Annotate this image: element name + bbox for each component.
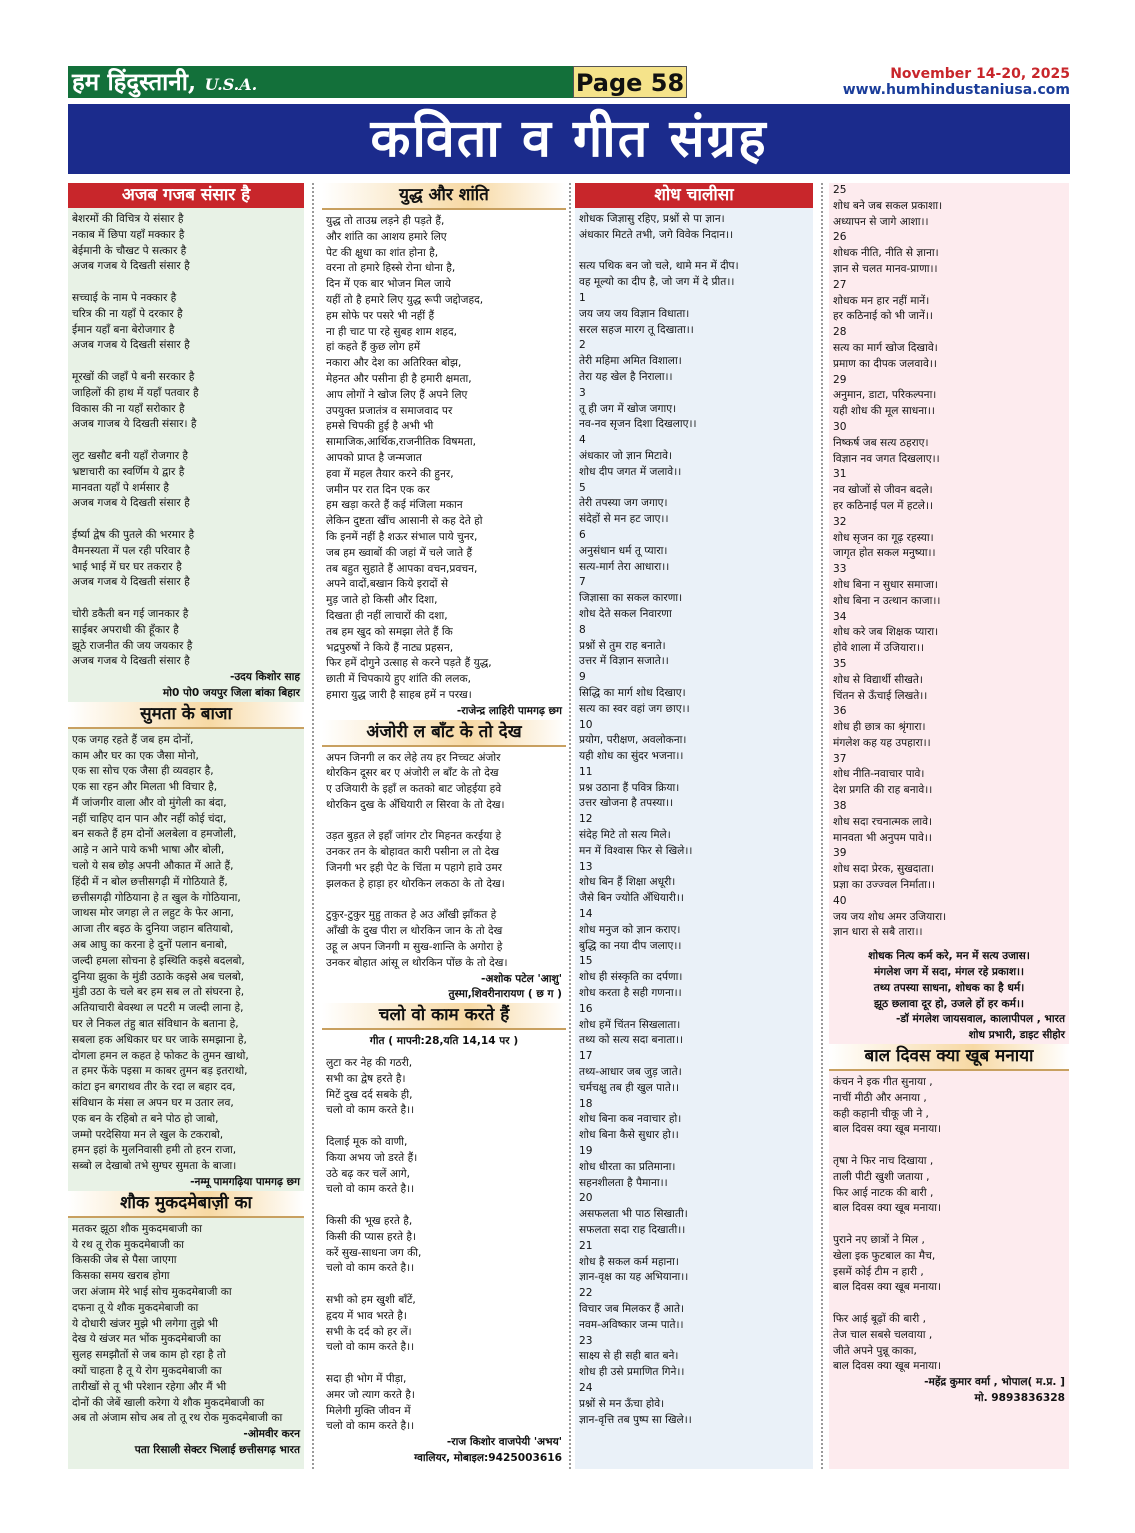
column-4: [829, 183, 1069, 1469]
poem-title: चलो वो काम करते हैं: [322, 1003, 566, 1030]
doha-text: शोधक नित्य कर्म करे, मन में सत्य उजास। मंगलेश जग में सदा, मंगल रहे प्रकाश।। तथ्य तपस्या साधना, शोधक का है धर्म। झूठ छलावा दूर हो, उजले हों हर कर्म।।: [868, 950, 1030, 1010]
column-divider: [569, 183, 572, 1469]
section-banner: कविता व गीत संग्रह: [68, 104, 1070, 174]
poem-author: -डॉ मंगलेश जायसवाल, कालापीपल , भारत शोध प्रभारी, डाइट सीहोर: [895, 1013, 1065, 1042]
poem-title: अजब गजब संसार है: [68, 183, 304, 208]
poem-author: -नम्मू पामगढ़िया पामगढ़ छग: [190, 1176, 300, 1189]
poem-title: युद्ध और शांति: [322, 183, 566, 210]
website-link[interactable]: www.humhindustaniusa.com: [842, 82, 1070, 98]
masthead: [68, 66, 577, 98]
poem-title: शोध चालीसा: [575, 183, 813, 208]
poem-author: -महेंद्र कुमार वर्मा , भोपाल( म.प्र. ] मो. 9893836328: [924, 1376, 1065, 1404]
page-number: Page 58: [573, 66, 687, 98]
poem-title: बाल दिवस क्या खूब मनाया: [829, 1044, 1069, 1071]
poem-author: -ओमवीर करन पता रिसाली सेक्टर भिलाई छत्तीसगढ़ भारत: [134, 1428, 300, 1456]
column-3: [575, 183, 813, 1469]
column-divider: [821, 183, 824, 1469]
paper-name: हम हिंदुस्तानी,: [72, 67, 197, 96]
chalisa-text: 25 शोध बने जब सकल प्रकाशा। अध्यापन से जागे आशा।। 26 शोधक नीति, नीति से ज्ञाना। ज्ञान से चलत मानव-प्राणा।। 27 शोधक मन हार नहीं मानें। हर कठिनाई को भी जानें।। 28 सत्य का मार्ग खोज दिखावे। प्रमाण का दीपक जलवावे।। 29 अनुमान, डाटा, परिकल्पना। यही शोध की मूल साधना।। 30 निष्कर्ष जब सत्य ठहराए। विज्ञान नव जगत दिखलाए।। 31 नव खोजों से जीवन बदले। हर कठिनाई पल में हटले।। 32 शोध सृजन का गूढ़ रहस्या। जागृत होत सकल मनुष्या।। 33 शोध बिना न सुधार समाजा। शोध बिना न उत्थान काजा।। 34 शोध करे जब शिक्षक प्यारा। होवे शाला में उजियारा।। 35 शोध से विद्यार्थी सीखते। चिंतन से ऊँचाई लिखते।। 36 शोध ही छात्र का श्रृंगारा। मंगलेश कह यह उपहारा।। 37 शोध नीति-नवाचार पावे। देश प्रगति की राह बनावे।। 38 शोध सदा रचनात्मक लावे। मानवता भी अनुपम पावे।। 39 शोध सदा प्रेरक, सुखदाता। प्रज्ञा का उज्ज्वल निर्माता।। 40 जय जय शोध अमर उजियारा। ज्ञान धारा से सबै तारा।।: [833, 184, 947, 939]
poem-text: लुटा कर नेह की गठरी, सभी का द्वेष हरते है। मिटें दुख दर्द सबके ही, चलो वो काम करते है।। दिलाई मूक को वाणी, किया अभय जो डरते हैं। उठे बढ़ कर चलें आगे, चलो वो काम करते है।। किसी की भूख हरते है, किसी की प्यास हरते है। करें सुख-साधना जग की, चलो वो काम करते है।। सभी को हम खुशी बाँटें, हृदय में भाव भरते है। सभी के दर्द को हर लें। चलो वो काम करते है।। सदा ही भोग में पीड़ा, अमर जो त्याग करते है। मिलेगी मुक्ति जीवन में चलो वो काम करते है।।: [326, 1057, 422, 1433]
poem-text: युद्ध तो ताउम्र लड़ने ही पड़ते हैं, और शांति का आशय हमारे लिए पेट की क्षुधा का शांत होना है, वरना तो हमारे हिस्से रोना धोना है, दिन में एक बार भोजन मिल जाये यहीं तो है हमारे लिए युद्ध रूपी जद्दोजहद, हम सोफे पर पसरे भी नहीं हैं ना ही चाट पा रहे सुबह शाम शहद, हां कहते हैं कुछ लोग हमें नकारा और देश का अतिरिक्त बोझ, मेहनत और पसीना ही है हमारी क्षमता, आप लोगों ने खोज लिए हैं अपने लिए उपयुक्त प्रजातंत्र व समाजवाद पर हमसे चिपकी हुई है अभी भी सामाजिक,आर्थिक,राजनीतिक विषमता, आपको प्राप्त है जन्मजात हवा में महल तैयार करने की हुनर, जमीन पर रात दिन एक कर हम खड़ा करते हैं कई मंजिला मकान लेकिन दुष्टता खींच आसानी से कह देते हो कि इनमें नहीं है शऊर संभाल पाये चुनर, जब हम ख्वाबों की जहां में चले जाते हैं तब बहुत सुहाते हैं आपका वचन,प्रवचन, अपने वादों,बखान किये इरादों से मुड़ जाते हो किसी और दिशा, दिखता ही नहीं लाचारों की दशा, तब हम खुद को समझा लेते हैं कि भद्रपुरुषों ने किये हैं नाट्य प्रहसन, फिर हमें दोगुने उत्साह से करने पड़ते हैं युद्ध, छाती में चिपकाये हुए शांति की ललक, हमारा युद्ध जारी है साहब हमें न परख।: [326, 215, 492, 701]
poem-author: -अशोक पटेल 'आशु' तुस्मा,शिवरीनारायण ( छ ग ): [448, 972, 562, 1001]
column-divider: [312, 183, 315, 1469]
poem-subtitle: गीत ( मापनी:28,यति 14,14 पर ): [369, 1035, 519, 1048]
poem-author: -राज किशोर वाजपेयी 'अभय' ग्वालियर, मोबाइल:9425003616: [414, 1436, 562, 1464]
poem-text: कंचन ने इक गीत सुनाया , नाचीं मीठी और अनाया , कही कहानी चीकू जी ने , बाल दिवस क्या खूब मनाया। तृषा ने फिर नाच दिखाया , ताली पीटी खुशी जताया , फिर आई नाटक की बारी , बाल दिवस क्या खूब मनाया। पुराने नए छात्रों ने मिल , खेला इक फुटबाल का मैच, इसमें कोई टीम न हारी , बाल दिवस क्या खूब मनाया। फिर आई बूढ़ों की बारी , तेज चाल सबसे चलवाया , जीते अपने पुन्नू काका, बाल दिवस क्या खूब मनाया।: [833, 1076, 941, 1373]
poem-title: शौक मुकदमेबाज़ी का: [68, 1191, 304, 1218]
poem-text: बेशरमों की विचित्र ये संसार है नकाब में छिपा यहाँ मक्कार है बेईमानी के चौखट पे सत्कार है अजब गजब ये दिखती संसार है सच्चाई के नाम पे नक्कार है चरित्र की ना यहाँ पे दरकार है ईमान यहाँ बना बेरोजगार है अजब गजब ये दिखती संसार है मूरखों की जहाँ पे बनी सरकार है जाहिलों की हाथ में यहाँ पतवार है विकास की ना यहाँ सरोकार है अजब गाजब ये दिखती संसार। है लुट खसौट बनी यहाँ रोजगार है भ्रष्टाचारी का स्वर्णिम ये द्वार है मानवता यहाँ पे शर्मसार है अजब गजब ये दिखती संसार है ईर्ष्या द्वेष की पुतले की भरमार है वैमनस्यता में पल रही परिवार है भाई भाई में घर घर तकरार है अजब गजब ये दिखती संसार है चोरी डकैती बन गई जानकार है साईबर अपराधी की हूँकार है झूठे राजनीत की जय जयकार है अजब गजब ये दिखती संसार है: [72, 213, 199, 668]
date-block: [843, 66, 1070, 98]
paper-suffix: U.S.A.: [204, 75, 258, 94]
poem-text: मतकर झूठा शौक मुकदमबाजी का ये रथ तू रोक मुकदमेबाजी का किसकी जेब से पैसा जाएगा किसका समय खराब होगा जरा अंजाम मेरे भाई सोच मुकदमेबाजी का दफना तू ये शौक मुकदमेबाजी का ये दोधारी खंजर मुझे भी लगेगा तुझे भी देख ये खंजर मत भोंक मुकदमेबाजी का सुलह समझौतों से जब काम हो रहा है तो क्यों चाहता है तू ये रोग मुकदमेबाजी का तारीखों से तू भी परेशान रहेगा और मैं भी दोनों की जेबें खाली करेगा ये शौक मुकदमेबाजी का अब तो अंजाम सोच अब तो तू रथ रोक मुकदमेबाजी का: [72, 1222, 283, 1425]
poem-title: सुमता के बाजा: [68, 702, 304, 729]
page-header: [68, 66, 1070, 98]
issue-date: November 14-20, 2025: [890, 66, 1070, 82]
poem-text: अपन जिनगी ल कर लेहे तय हर निच्चट अंजोर थोरकिन दूसर बर ए अंजोरी ल बाँट के तो देख ए उजियारी के इहाँ ल कतको बाट जोहईया हवे थोरकिन दुख के अँधियारी ल सिरवा के तो देख। उड़त बुड़त ले इहाँ जांगर टोर मिहनत करईया हे उनकर तन के बोहावत कारी पसीना ल तो देख जिनगी भर इही पेट के चिंता म पहागे हावे उमर झलकत हे हाड़ा हर थोरकिन लकठा के तो देख। टुकुर-टुकुर मुहु ताकत हे अउ आँखी झाँकत हे आँखी के दुख पीरा ल थोरकिन जान के तो देख उहू ल अपन जिनगी म सुख-शान्ति के अगोरा हे उनकर बोहात आंसू ल थोरकिन पोंछ के तो देख।: [326, 751, 508, 969]
column-1: [68, 183, 304, 1469]
poem-text: एक जगह रहते हैं जब हम दोनों, काम और घर का एक जैसा मोनो, एक सा सोच एक जैसा ही व्यवहार है, एक सा रहन और मिलता भी विचार है, मैं जांजगीर वाला और वो मुंगेली का बंदा, नहीं चाहिए दान पान और नहीं कोई चंदा, बन सकते हैं हम दोनों अलबेला व हमजोली, आड़े न आने पाये कभी भाषा और बोली, चलो ये सब छोड़ अपनी औकात में आते हैं, हिंदी में न बोल छत्तीसगढ़ी में गोठियाते हैं, छत्तीसगढ़ी गोठियाना हे त खुल के गोठियाना, जाथस मोर जगहा ले त लहुट के फेर आना, आजा तीर बइठ के दुनिया जहान बतियाबो, अब आघु का करना हे दुनों पलान बनाबो, जल्दी हमला सोचना हे इस्थिति कइसे बदलबो, दुनिया झुका के मुंडी उठाके कइसे अब चलबो, मुंडी उठा के चले बर हम सब ल तो संघरना हे, अतियाचारी बेवस्था ल पटरी म जल्दी लाना हे, घर ले निकल तंहु बात संविधान के बताना हे, सबला हक अधिकार घर घर जाके समझाना हे, दोगला हमन ल कहत हे फोकट के तुमन खाथो, त हमर फेंके पइसा म काबर तुमन बड़ इतराथो, कांटा इन बगराथव तीर के रदा ल बहार दव, संविधान के मंसा ल अपन घर म उतार लव, एक बन के रहिबो त बने पोठ हो जाबो, जम्मो परदेसिया मन ले खुल के टकराबो, हमन इहां के मुलनिवासी हमी तो हरन राजा, सब्बो ल देखाबो तभे सुग्घर सुमता के बाजा।: [72, 733, 249, 1173]
chalisa-text: शोधक जिज्ञासु रहिए, प्रश्नों से पा ज्ञान। अंधकार मिटते तभी, जगे विवेक निदान।। सत्य पथिक बन जो चले, थामे मन में दीप। वह मूल्यो का दीप है, जो जग में दे प्रीत।। 1 जय जय जय विज्ञान विधाता। सरल सहज मारग तू दिखाता।। 2 तेरी महिमा अमित विशाला। तेरा यह खेल है निराला।। 3 तू ही जग में खोज जगाए। नव-नव सृजन दिशा दिखलाए।। 4 अंधकार जो ज्ञान मिटावे। शोध दीप जगत में जलावे।। 5 तेरी तपस्या जग जगाए। संदेहों से मन हट जाए।। 6 अनुसंधान धर्म तू प्यारा। सत्य-मार्ग तेरा आधारा।। 7 जिज्ञासा का सकल कारणा। शोध देते सकल निवारणा 8 प्रश्नों से तुम राह बनाते। उत्तर में विज्ञान सजाते।। 9 सिद्धि का मार्ग शोध दिखाए। सत्य का स्वर वहां जग छाए।। 10 प्रयोग, परीक्षण, अवलोकना। यही शोध का सुंदर भजना।। 11 प्रश्न उठाना हैं पवित्र क्रिया। उत्तर खोजना है तपस्या।। 12 संदेह मिटे तो सत्य मिले। मन में विश्वास फिर से खिले।। 13 शोध बिन हैं शिक्षा अधूरी। जैसे बिन ज्योति अँधियारी।। 14 शोध मनुज को ज्ञान कराए। बुद्धि का नया दीप जलाए।। 15 शोध ही संस्कृति का दर्पणा। शोध करता है सही गणना।। 16 शोध हमें चिंतन सिखलाता। तथ्य को सत्य सदा बनाता।। 17 तथ्य-आधार जब जुड़ जाते। चर्मचक्षु तब ही खुल पाते।। 18 शोध बिना कब नवाचार हो। शोध बिना कैसे सुधार हो।। 19 शोध धीरता का प्रतिमाना। सहनशीलता है पैमाना।। 20 असफलता भी पाठ सिखाती। सफलता सदा राह दिखाती।। 21 शोध है सकल कर्म महाना। ज्ञान-वृक्ष का यह अभियाना।। 22 विचार जब मिलकर हैं आते। नवम-अविष्कार जन्म पाते।। 23 साक्ष्य से ही सही बात बने। शोध ही उसे प्रमाणित गिने।। 24 प्रश्नों से मन ऊँचा होवे। ज्ञान-वृत्ति तब पुष्प सा खिले।।: [579, 213, 739, 1426]
poem-author: -उदय किशोर साह मो0 पो0 जयपुर जिला बांका बिहार: [162, 671, 300, 699]
column-2: [322, 183, 566, 1469]
poem-author: -राजेन्द्र लाहिरी पामगढ़ छग: [456, 704, 562, 717]
poem-title: अंजोरी ल बाँट के तो देख: [322, 720, 566, 747]
